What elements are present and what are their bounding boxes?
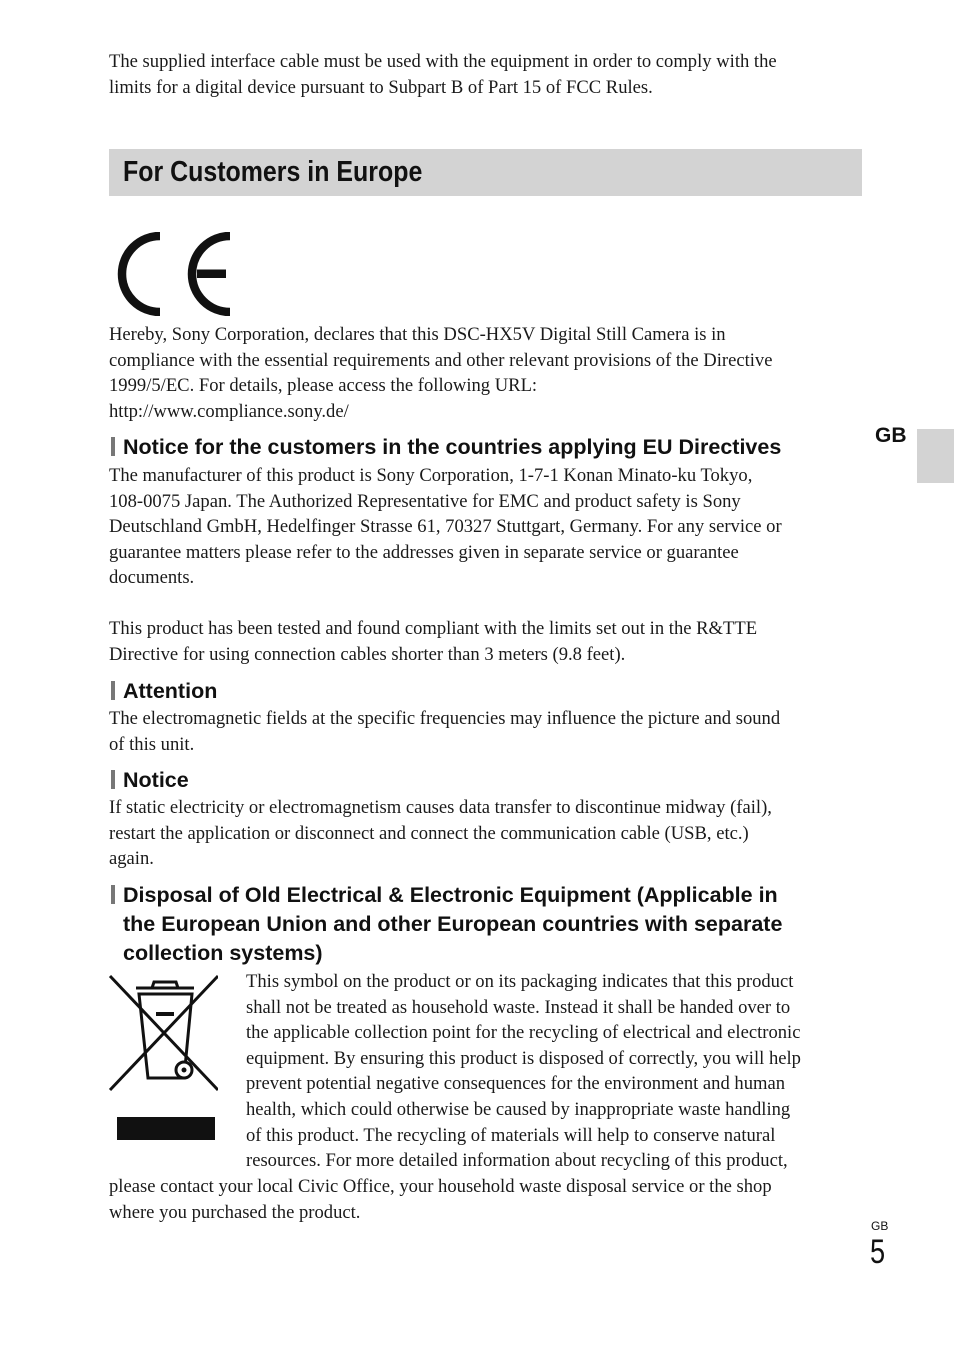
eu-notice-line: The manufacturer of this product is Sony Corporation, 1-7-1 Konan Minato-ku Tokyo, — [109, 465, 753, 486]
eu-notice-line: Deutschland GmbH, Hedelfinger Strasse 61, 70327 Stuttgart, Germany. For any service or — [109, 516, 782, 538]
heading-marker — [111, 885, 115, 904]
language-tab-marker — [917, 429, 954, 483]
page-number: 5 — [870, 1233, 886, 1271]
disposal-paragraph — [246, 969, 862, 1174]
attention-paragraph — [109, 706, 861, 757]
notice-line: again. — [109, 848, 154, 870]
compliance-url: http://www.compliance.sony.de/ — [109, 400, 349, 422]
crossed-out-wheelie-bin-icon — [108, 974, 218, 1147]
disposal-line: equipment. By ensuring this product is disposed of correctly, you will help — [246, 1047, 801, 1069]
heading-marker — [111, 681, 115, 700]
notice-line: If static electricity or electromagnetism causes data transfer to discontinue midway (fail), — [109, 797, 772, 818]
declaration-line: 1999/5/EC. For details, please access the following URL: — [109, 375, 538, 397]
disposal-line: of this product. The recycling of materials will help to conserve natural — [246, 1124, 776, 1146]
notice-line: restart the application or disconnect and connect the communication cable (USB, etc.) — [109, 822, 749, 844]
section-title: For Customers in Europe — [123, 156, 423, 188]
language-tab-label: GB — [875, 424, 907, 447]
disposal-line: please contact your local Civic Office, your household waste disposal service or the shop — [109, 1176, 772, 1197]
notice-paragraph — [109, 795, 861, 872]
intro-paragraph — [109, 49, 861, 100]
disposal-line: resources. For more detailed information about recycling of this product, — [246, 1150, 788, 1172]
intro-line: The supplied interface cable must be used with the equipment in order to comply with the — [109, 51, 777, 72]
disposal-heading: Disposal of Old Electrical & Electronic Equipment (Applicable in the European Union and other European countries with separate collection systems) — [109, 881, 869, 968]
notice-heading: Notice — [109, 766, 189, 795]
eu-notice-line: guarantee matters please refer to the addresses given in separate service or guarantee — [109, 541, 739, 563]
rtte-line: Directive for using connection cables shorter than 3 meters (9.8 feet). — [109, 643, 626, 665]
ce-mark-icon — [117, 232, 235, 321]
heading-marker — [111, 770, 115, 789]
disposal-paragraph-continued — [109, 1174, 861, 1225]
attention-line: of this unit. — [109, 733, 195, 755]
intro-line: limits for a digital device pursuant to Subpart B of Part 15 of FCC Rules. — [109, 76, 653, 98]
eu-notice-line: 108-0075 Japan. The Authorized Representative for EMC and product safety is Sony — [109, 490, 741, 512]
eu-notice-heading: Notice for the customers in the countries applying EU Directives — [109, 433, 869, 462]
eu-notice-paragraph — [109, 463, 861, 591]
disposal-line: health, which could otherwise be caused by inappropriate waste handling — [246, 1098, 791, 1120]
rtte-line: This product has been tested and found compliant with the limits set out in the R&TTE — [109, 618, 758, 639]
declaration-line: Hereby, Sony Corporation, declares that this DSC-HX5V Digital Still Camera is in — [109, 324, 726, 345]
disposal-line: shall not be treated as household waste. Instead it shall be handed over to — [246, 996, 791, 1018]
section-header-bar — [109, 149, 862, 196]
declaration-paragraph — [109, 322, 861, 424]
disposal-line: prevent potential negative consequences for the environment and human — [246, 1073, 786, 1095]
declaration-line: compliance with the essential requirements and other relevant provisions of the Directive — [109, 349, 773, 371]
rtte-paragraph — [109, 616, 861, 667]
heading-marker — [111, 437, 115, 456]
attention-line: The electromagnetic fields at the specific frequencies may influence the picture and sound — [109, 708, 781, 729]
eu-notice-line: documents. — [109, 567, 195, 589]
attention-heading: Attention — [109, 677, 217, 706]
disposal-line: where you purchased the product. — [109, 1201, 361, 1223]
page-region-label: GB — [871, 1219, 889, 1233]
disposal-line: the applicable collection point for the recycling of electrical and electronic — [246, 1022, 801, 1044]
disposal-line: This symbol on the product or on its packaging indicates that this product — [246, 971, 794, 992]
